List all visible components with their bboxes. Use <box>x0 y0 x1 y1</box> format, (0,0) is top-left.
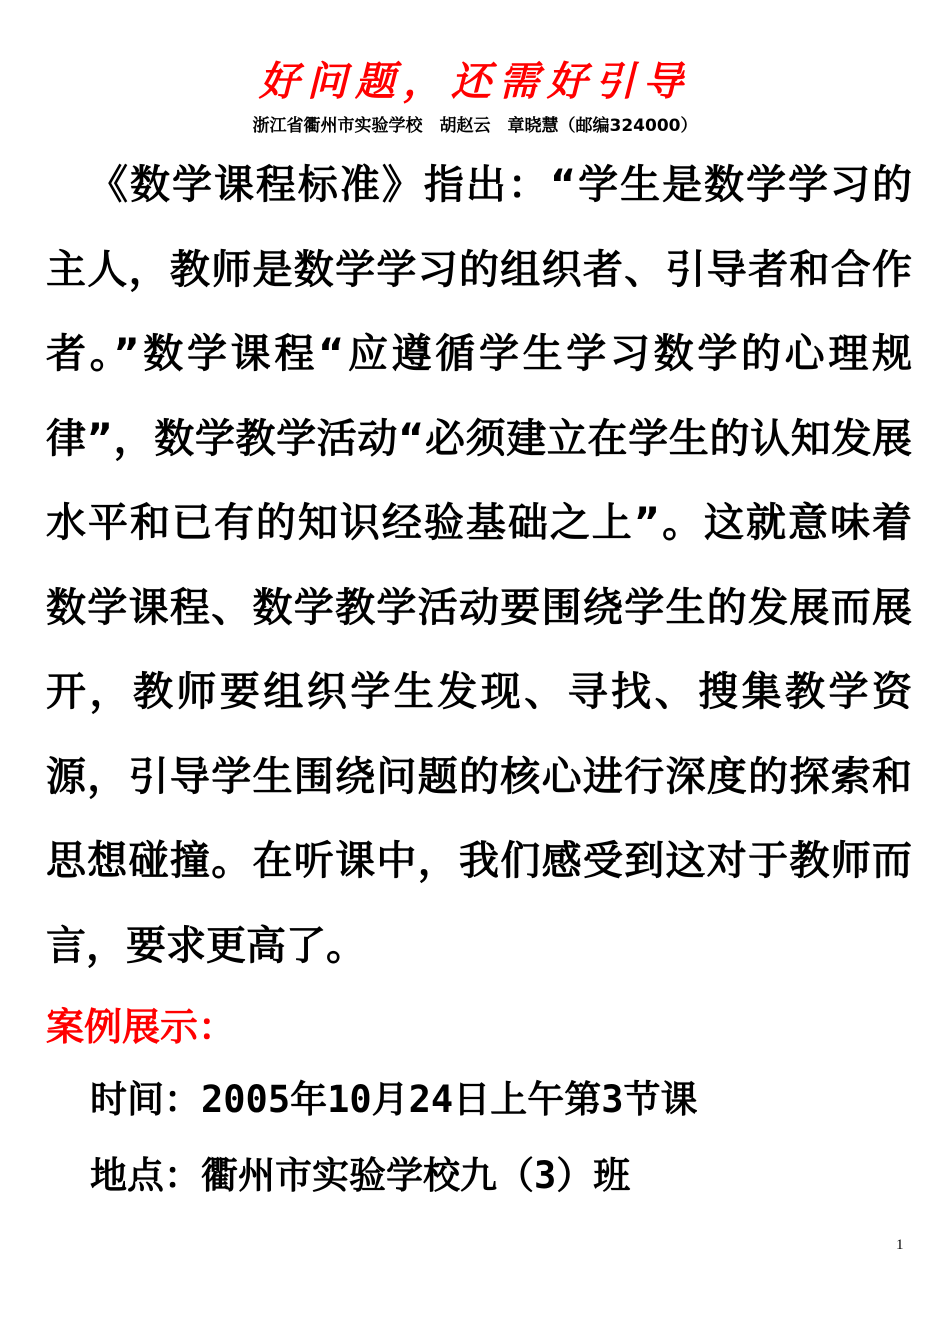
time-line: 时间：2005年10月24日上午第3节课 <box>90 1078 698 1121</box>
section-heading: 案例展示： <box>46 1005 237 1049</box>
place-line: 地点：衢州市实验学校九（3）班 <box>90 1154 631 1197</box>
author-byline: 浙江省衢州市实验学校 胡赵云 章晓慧（邮编324000） <box>252 116 698 136</box>
page-title: 好问题，还需好引导 <box>259 58 691 105</box>
intro-paragraph: 《数学课程标准》指出：“学生是数学学习的主人，教师是数学学习的组织者、引导者和合作者。”数学课程“应遵循学生学习数学的心理规律”，数学教学活动“必须建立在学生的认知发展水平和已有的知识经验基础之上”。这就意味着数学课程、数学教学活动要围绕学生的发展而展开，教师要组织学生发现、寻找、搜集教学资源，引导学生围绕问题的核心进行深度的探索和思想碰撞。在听课中，我们感受到这对于教师而言，要求更高了。 <box>46 162 912 969</box>
page-number: 1 <box>896 1237 904 1253</box>
